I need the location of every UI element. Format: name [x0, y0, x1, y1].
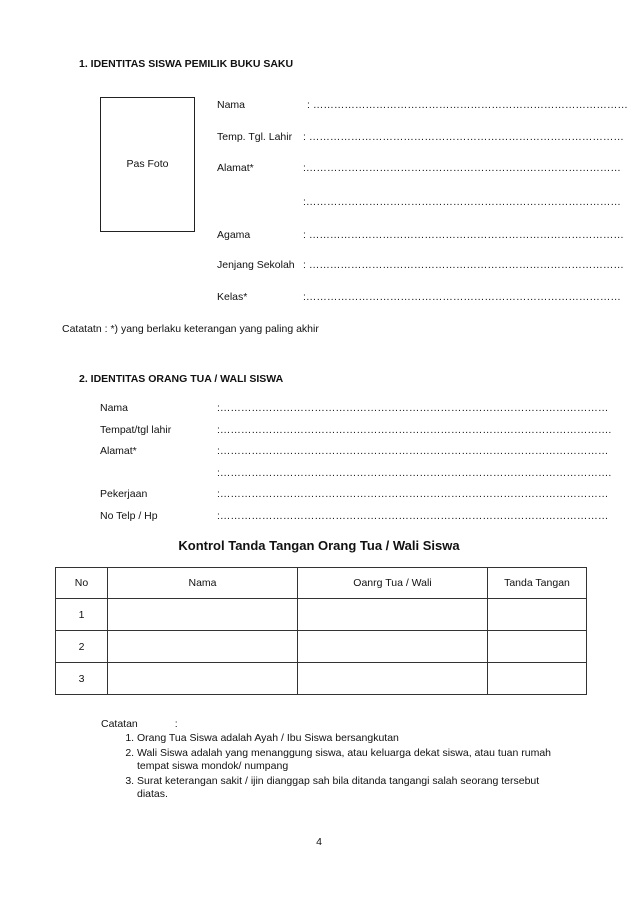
parent-phone-value: :………………………………………………………………………………………………… — [217, 510, 609, 522]
student-religion-label: Agama — [217, 229, 251, 241]
parent-birth-label: Tempat/tgl lahir — [100, 424, 172, 436]
table-row — [56, 663, 587, 695]
student-address-value-2: :……………………………………………………………………………… — [303, 196, 621, 208]
student-address-label: Alamat* — [217, 162, 254, 174]
page-number: 4 — [316, 836, 322, 848]
tanda-tangan-cell — [488, 599, 587, 631]
table-row — [56, 599, 587, 631]
photo-box — [100, 97, 195, 232]
tanda-tangan-cell — [488, 631, 587, 663]
row-number: 1 — [56, 599, 108, 631]
section1-heading: 1. IDENTITAS SISWA PEMILIK BUKU SAKU — [79, 58, 294, 70]
catatan-item: 2. Wali Siswa adalah yang menanggung siswa, atau keluarga dekat siswa, atau tuan rumah tempat siswa mondok/ numpang — [137, 747, 571, 773]
parent-address-value-2: :…………………………………………………………………………………………………. — [217, 467, 612, 479]
orang-tua-cell — [298, 599, 488, 631]
catatan-label: Catatan — [101, 718, 138, 730]
parent-address-label: Alamat* — [100, 445, 137, 457]
table-row — [56, 631, 587, 663]
student-school-level-label: Jenjang Sekolah — [217, 259, 295, 271]
header-no: No — [56, 568, 108, 599]
table-header-row — [56, 568, 587, 599]
row-number: 2 — [56, 631, 108, 663]
nama-cell — [108, 599, 298, 631]
row-number: 3 — [56, 663, 108, 695]
student-religion-value: : ……………………………………………………………………………… — [303, 229, 624, 241]
nama-cell — [108, 631, 298, 663]
student-school-level-value: : ……………………………………………………………………………… — [303, 259, 624, 271]
parent-name-label: Nama — [100, 402, 129, 414]
orang-tua-cell — [298, 631, 488, 663]
signature-table — [55, 567, 587, 695]
catatan-item: 3. Surat keterangan sakit / ijin dianggap sah bila ditanda tangangi salah seorang tersebut diatas. — [137, 775, 571, 801]
student-name-label: Nama — [217, 99, 246, 111]
parent-birth-value: :…………………………………………………………………………………………………. — [217, 424, 612, 436]
photo-label: Pas Foto — [126, 158, 169, 170]
parent-job-value: :………………………………………………………………………………………………… — [217, 488, 609, 500]
catatan-block — [101, 718, 571, 803]
parent-phone-label: No Telp / Hp — [100, 510, 158, 522]
student-birth-value: : ……………………………………………………………………………… — [303, 131, 624, 143]
parent-name-value: :………………………………………………………………………………………………… — [217, 402, 609, 414]
nama-cell — [108, 663, 298, 695]
student-name-value: : ……………………………………………………………………………… — [307, 99, 628, 111]
section2-heading: 2. IDENTITAS ORANG TUA / WALI SISWA — [79, 373, 284, 385]
header-orang-tua: Oanrg Tua / Wali — [298, 568, 488, 599]
section1-note: Catatatn : *) yang berlaku keterangan yang paling akhir — [62, 323, 319, 335]
tanda-tangan-cell — [488, 663, 587, 695]
header-tanda-tangan: Tanda Tangan — [488, 568, 587, 599]
parent-address-value: :………………………………………………………………………………………………… — [217, 445, 609, 457]
orang-tua-cell — [298, 663, 488, 695]
header-nama: Nama — [108, 568, 298, 599]
student-class-label: Kelas* — [217, 291, 248, 303]
student-address-value: :……………………………………………………………………………… — [303, 162, 621, 174]
parent-job-label: Pekerjaan — [100, 488, 148, 500]
student-class-value: :……………………………………………………………………………… — [303, 291, 621, 303]
catatan-colon: : — [174, 718, 178, 730]
kontrol-title: Kontrol Tanda Tangan Orang Tua / Wali Siswa — [178, 538, 460, 553]
student-birth-label: Temp. Tgl. Lahir — [217, 131, 293, 143]
catatan-item: 1. Orang Tua Siswa adalah Ayah / Ibu Siswa bersangkutan — [137, 732, 571, 745]
